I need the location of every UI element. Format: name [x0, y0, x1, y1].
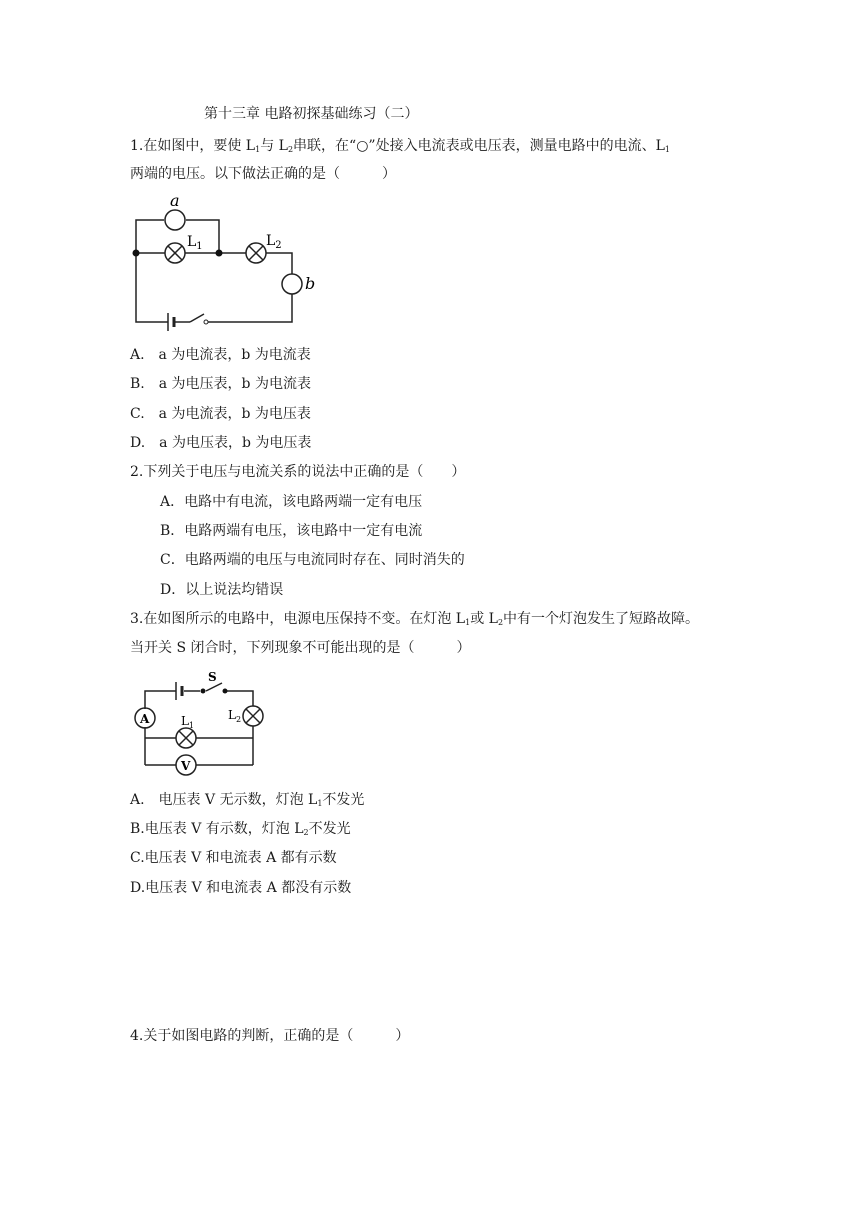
q1-sub-3: 1	[664, 145, 670, 154]
q3-lamp-l1	[176, 728, 196, 748]
q1-label-b: b	[305, 274, 316, 293]
q1-sub-2: 2	[287, 145, 294, 154]
q3-option-c: C.电压表 V 和电流表 A 都有示数	[130, 850, 337, 866]
q3-sub-1: 1	[465, 618, 471, 627]
q1-text-c: 串联，在“○”处接入电流表或电压表，测量电路中的电流、L	[293, 138, 665, 154]
q3-text-a: 3.在如图所示的电路中，电源电压保持不变。在灯泡 L	[130, 611, 466, 627]
q3-option-a-sub: 1	[317, 799, 323, 808]
q3-option-a-tail: 不发光	[322, 792, 365, 808]
q1-text-a: 1.在如图中，要使 L	[130, 138, 256, 154]
q3-label-v: V	[181, 759, 191, 773]
q3-wire-top-right	[225, 691, 253, 706]
q3-label-l1: $L_1$	[181, 714, 195, 730]
q3-option-a	[130, 790, 364, 810]
q1-sub-1: 1	[255, 145, 261, 154]
q2-option-d: D．以上说法均错误	[160, 582, 284, 598]
q3-label-s: S	[208, 670, 217, 684]
q2-option-a: A．电路中有电流，该电路两端一定有电压	[160, 494, 423, 510]
q3-switch	[206, 683, 222, 691]
q4-stem: 4.关于如图电路的判断，正确的是（ ）	[130, 1028, 410, 1044]
q3-option-b-text: B.电压表 V 有示数，灯泡 L	[130, 821, 304, 837]
q3-text-b: 或 L	[470, 611, 498, 627]
q3-label-l2: $L_2$	[228, 708, 242, 724]
q1-label-l2: $L_2$	[266, 233, 282, 251]
q3-battery	[176, 682, 182, 700]
q3-sub-2: 2	[497, 618, 504, 627]
page-title: 第十三章 电路初探基础练习（二）	[204, 106, 419, 122]
q3-label-a: A	[140, 712, 150, 726]
q1-option-c: C. a 为电流表，b 为电压表	[130, 406, 311, 422]
q2-option-b: B．电路两端有电压，该电路中一定有电流	[160, 523, 423, 539]
q1-option-d: D. a 为电压表，b 为电压表	[130, 435, 312, 451]
q3-text-c: 中有一个灯泡发生了短路故障。	[503, 611, 700, 627]
q3-switch-contact-left	[201, 689, 206, 694]
q1-text-b: 与 L	[260, 138, 288, 154]
q1-label-l1: $L_1$	[187, 234, 203, 252]
q1-option-b: B. a 为电压表，b 为电流表	[130, 376, 311, 392]
q3-option-b	[130, 819, 351, 839]
q1-stem-line2: 两端的电压。以下做法正确的是（ ）	[130, 166, 396, 182]
q3-wire-top-left	[145, 691, 176, 709]
q3-stem-line2: 当开关 S 闭合时，下列现象不可能出现的是（ ）	[130, 640, 471, 656]
q3-option-d: D.电压表 V 和电流表 A 都没有示数	[130, 880, 352, 896]
q3-lamp-l2	[243, 706, 263, 726]
q1-option-a: A. a 为电流表，b 为电流表	[130, 347, 311, 363]
q3-option-b-tail: 不发光	[308, 821, 351, 837]
q3-switch-contact-right	[223, 689, 228, 694]
q1-label-a: a	[170, 191, 180, 210]
q3-option-a-text: A. 电压表 V 无示数，灯泡 L	[130, 792, 318, 808]
q3-option-b-sub: 2	[303, 828, 309, 837]
q2-option-c: C．电路两端的电压与电流同时存在、同时消失的	[160, 552, 465, 568]
q2-stem: 2.下列关于电压与电流关系的说法中正确的是（ ）	[130, 464, 466, 480]
